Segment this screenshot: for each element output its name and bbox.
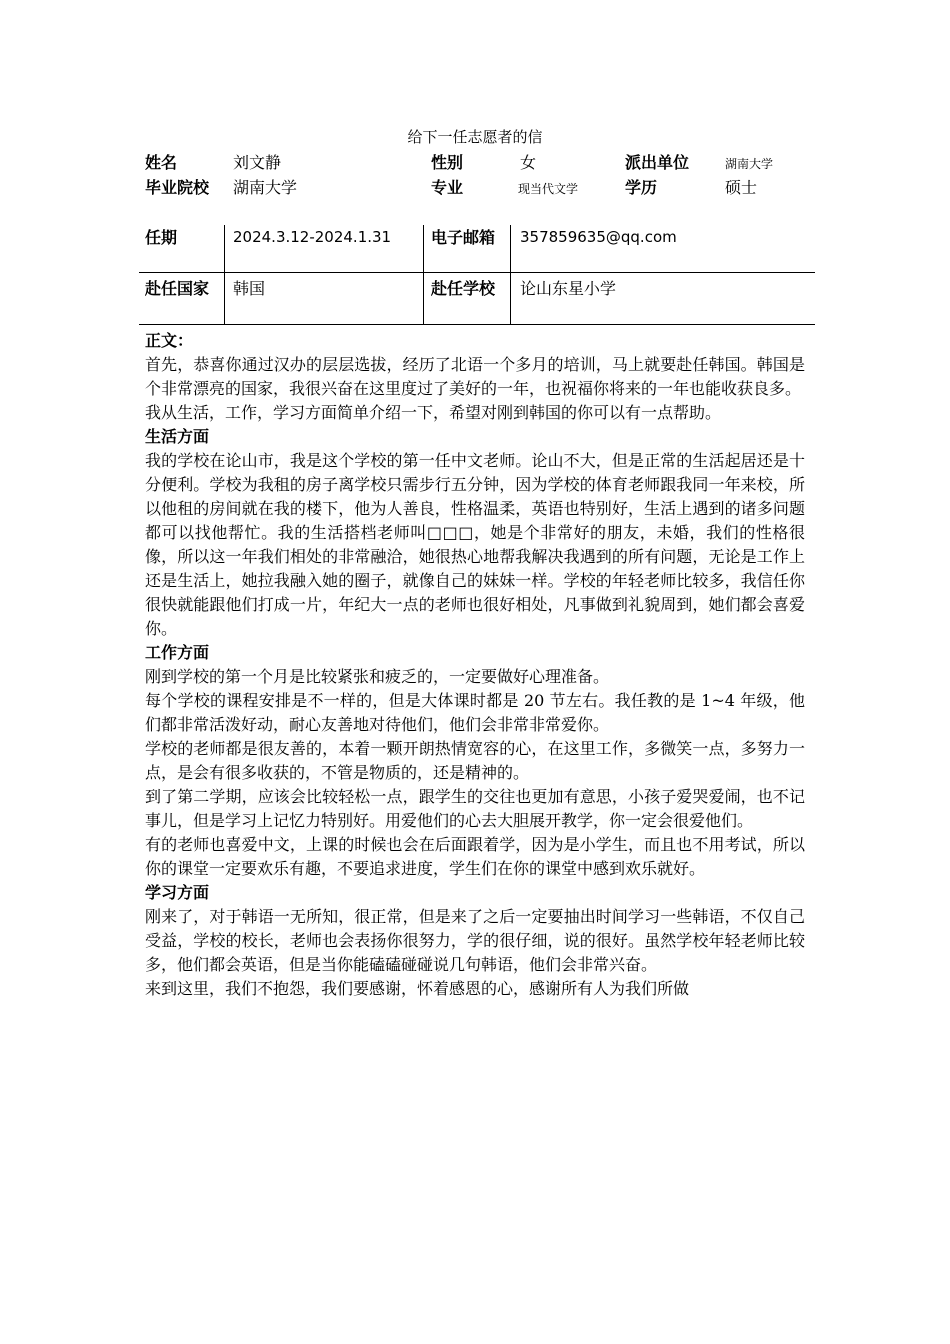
email-value: 357859635@qq.com: [520, 228, 677, 246]
table-divider: [423, 225, 424, 324]
info-row-2: [139, 175, 815, 225]
heading-study: 学习方面: [145, 883, 210, 902]
paragraph: 首先，恭喜你通过汉办的层层选拔，经历了北语一个多月的培训，马上就要赴任韩国。韩国是个非常漂亮的国家，我很兴奋在这里度过了美好的一年，也祝福你将来的一年也能收获良多。: [145, 355, 805, 398]
info-row-3: [139, 225, 815, 273]
table-divider: [139, 324, 815, 325]
gender-value: 女: [520, 153, 537, 172]
paragraph: 刚来了，对于韩语一无所知，很正常，但是来了之后一定要抽出时间学习一些韩语，不仅自己受益，学校的校长，老师也会表扬你很努力，学的很仔细，说的很好。虽然学校年轻老师比较多，他们都会英语，但是当你能磕磕碰碰说几句韩语，他们会非常兴奋。: [145, 907, 805, 974]
degree-label: 学历: [625, 178, 658, 197]
info-row-4: [139, 273, 815, 325]
name-value: 刘文静: [233, 153, 282, 172]
paragraph: 刚到学校的第一个月是比较紧张和疲乏的，一定要做好心理准备。: [145, 667, 610, 686]
email-label: 电子邮箱: [431, 228, 496, 247]
country-value: 韩国: [233, 279, 266, 298]
paragraph: 我的学校在论山市，我是这个学校的第一任中文老师。论山不大，但是正常的生活起居还是十分便利。学校为我租的房子离学校只需步行五分钟，因为学校的体育老师跟我同一年来校，所以他租的房间就在我的楼下，他为人善良，性格温柔，英语也特别好，生活上遇到的诸多问题都可以找他帮忙。我的生活搭档老师叫□□□，她是个非常好的朋友，未婚，我们的性格很像，所以这一年我们相处的非常融洽，她很热心地帮我解决我遇到的所有问题，无论是工作上还是生活上，她拉我融入她的圈子，就像自己的妹妹一样。学校的年轻老师比较多，我信任你很快就能跟他们打成一片，年纪大一点的老师也很好相处，凡事做到礼貌周到，她们都会喜爱你。: [145, 451, 805, 638]
school-label: 毕业院校: [145, 178, 210, 197]
heading-work: 工作方面: [145, 643, 210, 662]
post-school-value: 论山东星小学: [520, 279, 617, 298]
term-label: 任期: [145, 228, 178, 247]
term-value: 2024.3.12-2024.1.31: [233, 228, 392, 246]
paragraph: 来到这里，我们不抱怨，我们要感谢，怀着感恩的心，感谢所有人为我们所做: [145, 979, 690, 998]
info-table: [139, 150, 815, 325]
letter-body: [145, 329, 805, 1001]
table-divider: [510, 225, 511, 324]
paragraph: 每个学校的课程安排是不一样的，但是大体课时都是 20 节左右。我任教的是 1~4 年级，他们都非常活泼好动，耐心友善地对待他们，他们会非常非常爱你。: [145, 691, 805, 734]
gender-label: 性别: [431, 153, 464, 172]
country-label: 赴任国家: [145, 279, 210, 298]
paragraph: 有的老师也喜爱中文，上课的时候也会在后面跟着学，因为是小学生，而且也不用考试，所以你的课堂一定要欢乐有趣，不要追求进度，学生们在你的课堂中感到欢乐就好。: [145, 835, 805, 878]
unit-value: 湖南大学: [725, 157, 774, 171]
info-row-1: [139, 150, 815, 175]
table-divider: [224, 225, 225, 324]
name-label: 姓名: [145, 153, 178, 172]
document-title: 给下一任志愿者的信: [407, 128, 543, 146]
unit-label: 派出单位: [625, 153, 690, 172]
degree-value: 硕士: [725, 178, 758, 197]
table-divider: [139, 272, 815, 273]
paragraph: 到了第二学期，应该会比较轻松一点，跟学生的交往也更加有意思，小孩子爱哭爱闹，也不记事儿，但是学习上记忆力特别好。用爱他们的心去大胆展开教学，你一定会很爱他们。: [145, 787, 805, 830]
paragraph: 我从生活，工作，学习方面简单介绍一下，希望对刚到韩国的你可以有一点帮助。: [145, 403, 722, 422]
heading-life: 生活方面: [145, 427, 210, 446]
post-school-label: 赴任学校: [431, 279, 496, 298]
major-value: 现当代文学: [518, 182, 579, 196]
school-value: 湖南大学: [233, 178, 298, 197]
heading-main: 正文：: [145, 331, 194, 350]
paragraph: 学校的老师都是很友善的，本着一颗开朗热情宽容的心，在这里工作，多微笑一点，多努力一点，是会有很多收获的，不管是物质的，还是精神的。: [145, 739, 805, 782]
major-label: 专业: [431, 178, 464, 197]
